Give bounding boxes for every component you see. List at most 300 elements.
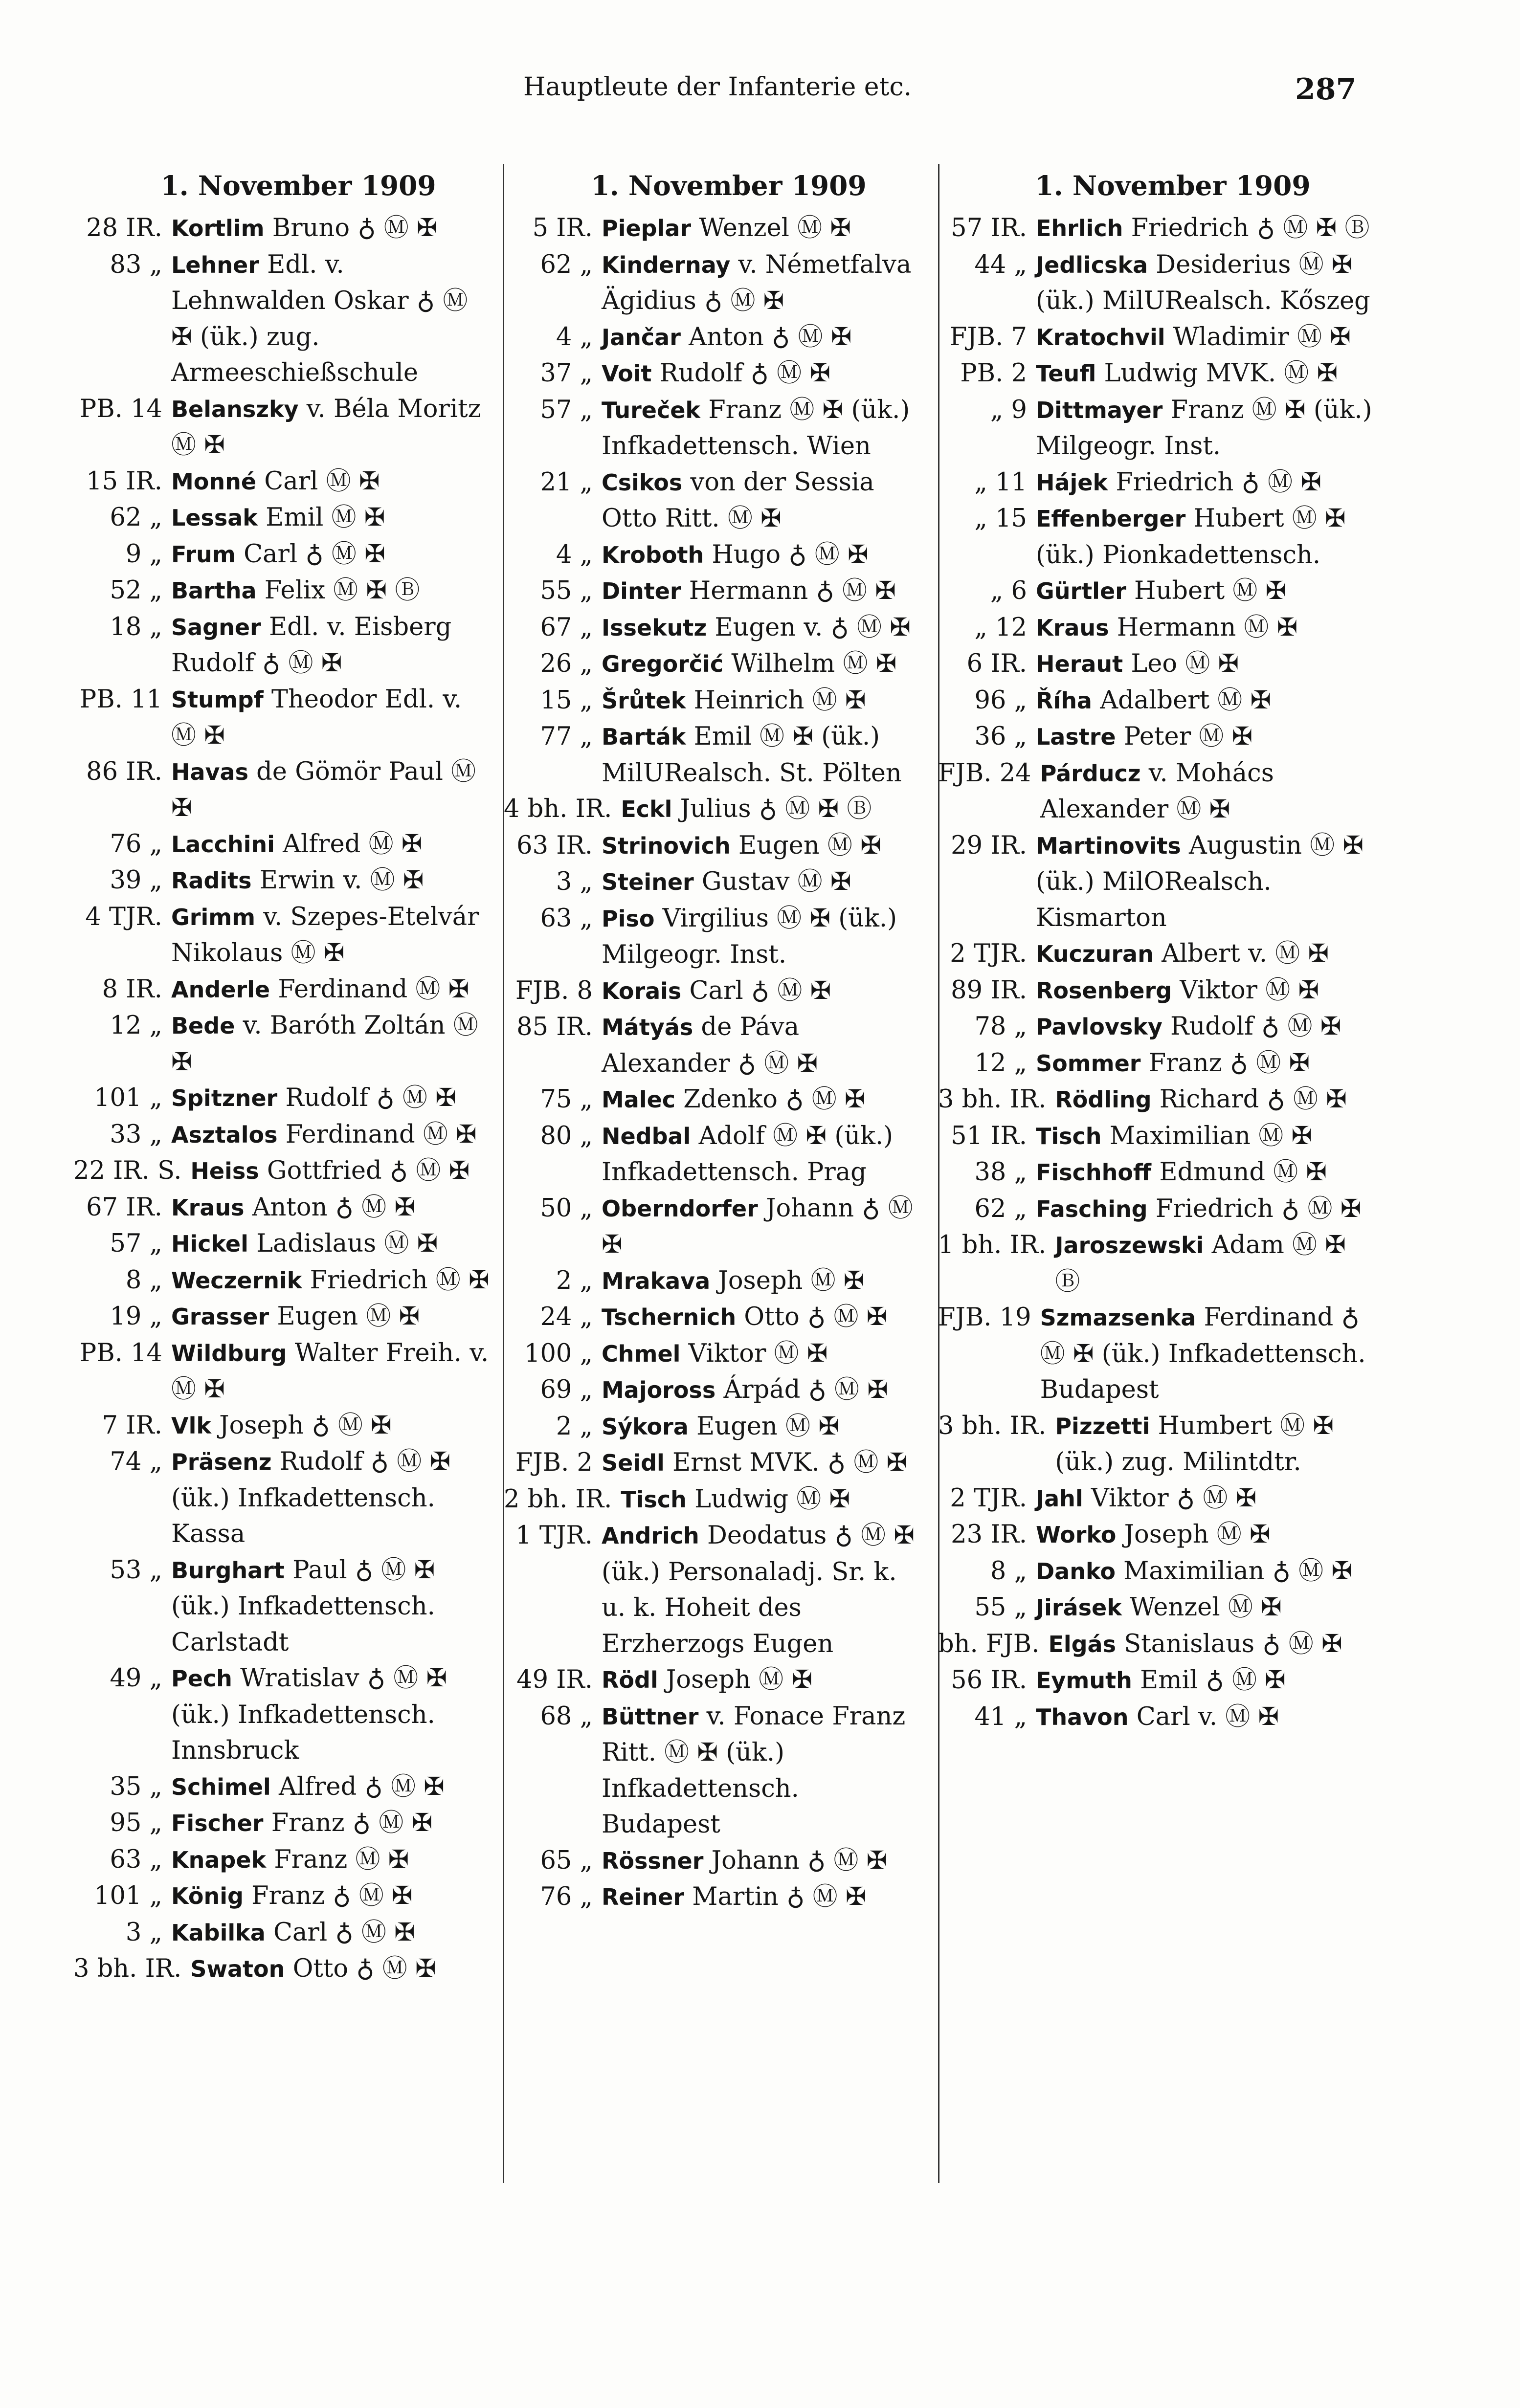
surname: Issekutz <box>602 614 707 641</box>
surname: Elgás <box>1048 1631 1116 1657</box>
roster-entry <box>73 536 494 573</box>
unit-number: 55 „ <box>974 1593 1027 1622</box>
surname: Eckl <box>621 796 672 822</box>
entry-text <box>602 1518 924 1662</box>
surname: Hickel <box>171 1231 248 1257</box>
surname: Csikos <box>602 469 683 496</box>
entry-details: Stanislaus ♁ Ⓜ ✠ <box>1116 1629 1342 1658</box>
entry-text <box>171 1299 494 1335</box>
roster-entry <box>938 210 1378 247</box>
running-title: Hauptleute der Infanterie etc. <box>523 72 912 102</box>
surname: Steiner <box>602 869 694 895</box>
entry-text <box>602 1082 924 1118</box>
entry-details: Ernst MVK. ♁ Ⓜ ✠ <box>664 1448 908 1477</box>
entry-details: de Gömör Paul Ⓜ ✠ <box>171 757 476 822</box>
entry-details: Ludwig MVK. Ⓜ ✠ <box>1096 359 1338 388</box>
unit-number: 8 IR. <box>102 974 162 1004</box>
unit-number: 2 TJR. <box>950 939 1027 968</box>
roster-entry <box>504 719 924 791</box>
roster-entry <box>938 247 1378 319</box>
unit-number: 56 IR. <box>951 1666 1027 1695</box>
surname: Martinovits <box>1036 832 1181 859</box>
roster-entry <box>938 828 1378 936</box>
entry-details: Ferdinand Ⓜ ✠ <box>270 974 469 1004</box>
entry-text <box>171 1080 494 1117</box>
roster-entry <box>938 972 1378 1009</box>
entry-details: Wenzel Ⓜ ✠ <box>1121 1593 1282 1622</box>
roster-entry <box>73 1842 494 1878</box>
surname: Stumpf <box>171 686 264 713</box>
unit-number: 3 bh. IR. <box>73 1954 182 1983</box>
entry-text <box>602 573 924 610</box>
unit-number: „ 6 <box>990 576 1027 605</box>
surname: Wildburg <box>171 1340 287 1367</box>
entry-details: Friedrich ♁ Ⓜ ✠ Ⓑ <box>1123 214 1370 243</box>
unit-number: 1 TJR. <box>515 1521 593 1550</box>
entry-text <box>171 862 494 899</box>
entry-text <box>171 1408 494 1444</box>
entry-details: Leo Ⓜ ✠ <box>1123 649 1239 678</box>
unit-number: 53 „ <box>110 1555 162 1585</box>
roster-entry <box>73 609 494 682</box>
entry-text <box>1036 355 1378 392</box>
entry-details: Albert v. Ⓜ ✠ <box>1153 939 1329 968</box>
entry-details: Adolf Ⓜ ✠ (ük.) Infkadettensch. Prag <box>602 1121 894 1187</box>
entry-text <box>1036 936 1378 972</box>
entry-text <box>171 972 494 1008</box>
roster-entry <box>504 210 924 247</box>
surname: Vlk <box>171 1412 211 1439</box>
entry-text <box>171 500 494 536</box>
unit-number: 8 „ <box>125 1265 162 1295</box>
surname: Grimm <box>171 904 256 930</box>
entry-details: Friedrich Ⓜ ✠ <box>302 1265 490 1295</box>
unit-number: 67 IR. <box>86 1193 162 1222</box>
surname: Effenberger <box>1036 506 1186 532</box>
surname: Teufl <box>1036 360 1096 387</box>
entry-details: Emil Ⓜ ✠ <box>257 503 385 532</box>
entry-details: Viktor ♁ Ⓜ ✠ <box>1083 1483 1257 1513</box>
entry-details: Julius ♁ Ⓜ ✠ Ⓑ <box>672 795 872 823</box>
unit-number: 38 „ <box>974 1158 1027 1187</box>
entry-details: Adam Ⓜ ✠ Ⓑ <box>1055 1231 1346 1296</box>
entry-details: Emil Ⓜ ✠ (ük.) MilURealsch. St. Pölten <box>602 722 902 788</box>
entry-details: Peter Ⓜ ✠ <box>1116 722 1253 751</box>
unit-number: 67 „ <box>540 613 593 642</box>
entry-details: Wladimir Ⓜ ✠ <box>1165 322 1351 352</box>
unit-number: FJB. 19 <box>938 1303 1031 1332</box>
unit-number: PB. 14 <box>79 394 162 423</box>
entry-text <box>602 646 924 683</box>
unit-number: 12 „ <box>974 1048 1027 1078</box>
entry-details: Martin ♁ Ⓜ ✠ <box>684 1882 867 1911</box>
entry-details: Hermann ♁ Ⓜ ✠ <box>681 576 896 605</box>
entry-details: Richard ♁ Ⓜ ✠ <box>1151 1085 1347 1114</box>
unit-number: 24 „ <box>540 1303 593 1331</box>
entry-text <box>171 247 494 391</box>
entry-text <box>1036 1699 1378 1736</box>
entry-text <box>602 1191 924 1263</box>
entry-details: Johann ♁ Ⓜ ✠ <box>602 1193 913 1259</box>
entry-text <box>1036 247 1378 319</box>
roster-entry <box>504 247 924 319</box>
entry-details: Otto ♁ Ⓜ ✠ <box>736 1303 888 1331</box>
unit-number: 68 „ <box>540 1701 593 1731</box>
roster-entry <box>504 610 924 646</box>
roster-entry <box>938 1553 1378 1590</box>
entry-details: Friedrich ♁ Ⓜ ✠ <box>1147 1194 1362 1223</box>
entry-text <box>171 210 494 247</box>
entry-details: Deodatus ♁ Ⓜ ✠ (ük.) Personaladj. Sr. k. u. k. Hoheit des Erzherzogs Eugen <box>602 1521 915 1658</box>
entry-text <box>171 1226 494 1262</box>
entry-details: Emil ♁ Ⓜ ✠ <box>1132 1666 1286 1695</box>
entry-text <box>602 319 924 356</box>
surname: Lacchini <box>171 831 275 858</box>
roster-entry <box>504 683 924 719</box>
entry-details: Árpád ♁ Ⓜ ✠ <box>715 1375 889 1404</box>
entry-details: Edmund Ⓜ ✠ <box>1151 1158 1327 1187</box>
unit-number: 15 IR. <box>86 466 162 496</box>
entry-text <box>171 826 494 863</box>
entry-details: Franz ♁ Ⓜ ✠ <box>1140 1048 1310 1078</box>
entry-text <box>1036 1553 1378 1590</box>
surname: Fasching <box>1036 1195 1148 1222</box>
entry-text <box>171 1552 494 1661</box>
unit-number: 21 „ <box>540 467 593 497</box>
entry-details: Rudolf ♁ Ⓜ ✠ <box>277 1083 456 1112</box>
unit-number: 35 „ <box>110 1772 162 1801</box>
entry-text <box>1036 1191 1378 1228</box>
entry-details: von der Sessia Otto Ritt. Ⓜ ✠ <box>602 467 874 533</box>
entry-details: v. Szepes-Etelvár Nikolaus Ⓜ ✠ <box>171 902 479 968</box>
entry-details: Theodor Edl. v. Ⓜ ✠ <box>171 685 462 750</box>
entry-details: Hugo ♁ Ⓜ ✠ <box>704 540 869 569</box>
entry-text <box>602 901 924 973</box>
roster-entry <box>73 1153 494 1190</box>
unit-number: „ 11 <box>974 467 1027 497</box>
surname: Pavlovsky <box>1036 1014 1162 1040</box>
entry-text <box>602 464 924 537</box>
roster-entry <box>938 1009 1378 1045</box>
roster-entry <box>73 500 494 536</box>
entry-details: Wratislav ♁ Ⓜ ✠ (ük.) Infkadettensch. Innsbruck <box>171 1664 447 1765</box>
surname: Voit <box>602 360 652 387</box>
unit-number: 3 „ <box>125 1918 162 1947</box>
entry-text <box>1036 1118 1378 1155</box>
entry-text <box>1036 610 1378 646</box>
roster-entry <box>73 826 494 863</box>
entry-details: Paul ♁ Ⓜ ✠ (ük.) Infkadettensch. Carlstadt <box>171 1555 435 1657</box>
unit-number: „ 9 <box>990 395 1027 424</box>
entry-text <box>1036 501 1378 573</box>
surname: Dittmayer <box>1036 397 1163 423</box>
unit-number: 2 TJR. <box>950 1483 1027 1513</box>
roster-entry <box>73 210 494 247</box>
entry-details: Friedrich ♁ Ⓜ ✠ <box>1108 467 1321 497</box>
entry-text <box>171 1008 494 1080</box>
entry-text <box>1036 646 1378 683</box>
entry-details: Humbert Ⓜ ✠ (ük.) zug. Milintdtr. <box>1055 1411 1334 1477</box>
roster-entry <box>504 537 924 574</box>
roster-entry <box>938 719 1378 755</box>
entry-text <box>1036 573 1378 610</box>
unit-number: 7 IR. <box>102 1411 162 1440</box>
column-date-heading: 1. November 1909 <box>591 170 867 201</box>
entry-details: de Páva Alexander ♁ Ⓜ ✠ <box>602 1013 818 1078</box>
roster-entry <box>938 501 1378 573</box>
entry-text <box>602 392 924 464</box>
column-date-heading: 1. November 1909 <box>160 170 436 201</box>
surname: Sommer <box>1036 1050 1141 1077</box>
unit-number: 29 IR. <box>951 831 1027 860</box>
unit-number: 50 „ <box>540 1193 593 1223</box>
surname: Andrich <box>602 1523 699 1549</box>
roster-entry <box>73 1552 494 1661</box>
unit-number: 2 „ <box>556 1266 593 1295</box>
roster-entry <box>73 1660 494 1769</box>
unit-number: 76 „ <box>110 829 162 859</box>
entry-text <box>602 1445 924 1481</box>
entry-details: Johann ♁ Ⓜ ✠ <box>703 1846 888 1875</box>
roster-entry <box>504 1191 924 1263</box>
surname: Kratochvil <box>1036 324 1165 351</box>
surname: Lastre <box>1036 724 1116 750</box>
entry-text <box>1048 1626 1378 1663</box>
roster-entry <box>504 464 924 537</box>
roster-entry <box>504 901 924 973</box>
surname: Oberndorfer <box>602 1195 758 1222</box>
unit-number: bh. FJB. <box>938 1629 1040 1658</box>
unit-number: 86 IR. <box>86 757 162 786</box>
surname: Kraus <box>1036 614 1109 641</box>
surname: Jaroszewski <box>1055 1232 1204 1259</box>
entry-text <box>171 1190 494 1226</box>
unit-number: 33 „ <box>110 1120 162 1149</box>
unit-number: 26 „ <box>540 649 593 678</box>
surname: Anderle <box>171 976 270 1003</box>
surname: Rödling <box>1055 1086 1152 1113</box>
roster-entry <box>73 1408 494 1444</box>
surname: Heraut <box>1036 651 1123 677</box>
entry-text <box>1036 1590 1378 1626</box>
surname: Radits <box>171 867 252 894</box>
roster-entry <box>73 1117 494 1153</box>
unit-number: 55 „ <box>540 576 593 605</box>
entry-details: Hubert Ⓜ ✠ (ük.) Pionkadettensch. <box>1036 504 1346 570</box>
roster-entry <box>73 1878 494 1915</box>
entry-details: Carl Ⓜ ✠ <box>256 466 380 496</box>
entry-details: Franz Ⓜ ✠ <box>266 1845 409 1874</box>
entry-text <box>1055 1082 1378 1118</box>
roster-entry <box>938 1082 1378 1118</box>
entry-text <box>171 573 494 609</box>
entry-details: Eugen Ⓜ ✠ <box>688 1412 839 1441</box>
roster-entry <box>938 683 1378 719</box>
entry-details: Ferdinand Ⓜ ✠ <box>277 1120 477 1149</box>
entry-details: v. Béla Moritz Ⓜ ✠ <box>171 394 481 460</box>
entry-text <box>602 864 924 901</box>
entry-details: Anton ♁ Ⓜ ✠ <box>244 1193 416 1222</box>
entry-text <box>602 973 924 1010</box>
unit-number: 5 IR. <box>532 214 593 243</box>
surname: Piso <box>602 905 655 932</box>
surname: Párducz <box>1040 760 1141 787</box>
surname: Szmazsenka <box>1040 1304 1196 1331</box>
entry-text <box>602 1118 924 1191</box>
entry-details: Edl. v. Lehnwalden Oskar ♁ Ⓜ ✠ (ük.) zug. Armeeschießschule <box>171 250 468 387</box>
entry-text <box>602 1009 924 1082</box>
entry-details: Eugen v. ♁ Ⓜ ✠ <box>707 613 911 642</box>
surname: Kabilka <box>171 1919 266 1946</box>
surname: Ehrlich <box>1036 215 1123 242</box>
entry-details: Desiderius Ⓜ ✠ (ük.) MilURealsch. Kőszeg <box>1036 250 1370 315</box>
entry-text <box>1036 1662 1378 1699</box>
entry-details: Anton ♁ Ⓜ ✠ <box>680 322 852 352</box>
entry-details: Gottfried ♁ Ⓜ ✠ <box>259 1156 470 1185</box>
unit-number: 63 „ <box>540 904 593 933</box>
entry-text <box>602 1263 924 1300</box>
roster-entry <box>504 1009 924 1082</box>
surname: Knapek <box>171 1846 267 1873</box>
entry-text <box>1055 1408 1378 1480</box>
entry-text <box>1036 392 1378 464</box>
surname: Eymuth <box>1036 1667 1132 1694</box>
unit-number: FJB. 2 <box>515 1448 593 1477</box>
roster-entry <box>73 1299 494 1335</box>
surname: Heiss <box>190 1158 259 1184</box>
entry-text <box>602 828 924 864</box>
unit-number: 44 „ <box>974 250 1027 279</box>
surname: Rössner <box>602 1847 704 1874</box>
entry-details: Walter Freih. v. Ⓜ ✠ <box>171 1338 489 1404</box>
surname: Bede <box>171 1013 235 1039</box>
unit-number: PB. 2 <box>960 359 1027 388</box>
unit-number: 28 IR. <box>86 214 162 243</box>
unit-number: 96 „ <box>974 685 1027 715</box>
entry-text <box>171 1335 494 1408</box>
unit-number: 23 IR. <box>951 1520 1027 1549</box>
surname: Gregorčić <box>602 651 724 677</box>
unit-number: PB. 11 <box>79 685 162 714</box>
entry-text <box>171 391 494 464</box>
surname: Jedlicska <box>1036 251 1148 278</box>
unit-number: FJB. 7 <box>949 322 1027 352</box>
roster-entry <box>73 1805 494 1842</box>
roster-entry <box>504 1481 924 1518</box>
roster-entry <box>73 391 494 464</box>
unit-number: 3 bh. IR. <box>938 1085 1047 1114</box>
entry-text <box>602 210 924 247</box>
roster-entry <box>504 828 924 864</box>
surname: Gürtler <box>1036 578 1126 604</box>
entry-details: Zdenko ♁ Ⓜ ✠ <box>675 1085 866 1114</box>
entry-details: v. Mohács Alexander Ⓜ ✠ <box>1040 758 1274 824</box>
unit-number: 36 „ <box>974 722 1027 751</box>
surname: König <box>171 1883 244 1909</box>
unit-number: 83 „ <box>110 250 162 279</box>
entry-text <box>602 1372 924 1409</box>
entry-text <box>171 609 494 682</box>
surname: Nedbal <box>602 1123 691 1149</box>
entry-details: Eugen Ⓜ ✠ <box>269 1302 420 1331</box>
surname: Reiner <box>602 1884 685 1910</box>
surname: Korais <box>602 977 682 1004</box>
roster-entry <box>938 610 1378 646</box>
roster-entry <box>73 972 494 1008</box>
entry-text <box>171 1444 494 1552</box>
unit-number: 95 „ <box>110 1809 162 1837</box>
roster-entry <box>938 1154 1378 1191</box>
surname: Lehner <box>171 251 259 278</box>
surname: Kraus <box>171 1194 245 1221</box>
entry-details: Bruno ♁ Ⓜ ✠ <box>264 214 438 243</box>
entry-details: v. Fonace Franz Ritt. Ⓜ ✠ (ük.) Infkadettensch. Budapest <box>602 1701 906 1839</box>
unit-number: 75 „ <box>540 1085 593 1114</box>
entry-details: Carl ♁ Ⓜ ✠ <box>681 976 831 1005</box>
roster-entry <box>938 1699 1378 1736</box>
surname: Bartha <box>171 577 257 604</box>
unit-number: 37 „ <box>540 359 593 388</box>
unit-number: 63 IR. <box>516 831 593 860</box>
surname: Majoross <box>602 1377 716 1403</box>
surname: Präsenz <box>171 1449 272 1475</box>
roster-entry <box>504 392 924 464</box>
unit-number: 4 „ <box>556 540 593 569</box>
surname: Worko <box>1036 1522 1117 1548</box>
roster-entry <box>938 1408 1378 1480</box>
roster-entry <box>504 973 924 1010</box>
roster-entry <box>73 464 494 500</box>
surname: Schimel <box>171 1773 271 1800</box>
roster-entry <box>73 1008 494 1080</box>
entry-text <box>602 683 924 719</box>
entry-details: Maximilian ♁ Ⓜ ✠ <box>1115 1556 1353 1586</box>
surname: Sagner <box>171 614 261 641</box>
entry-text <box>171 1769 494 1806</box>
entry-details: Felix Ⓜ ✠ Ⓑ <box>256 576 420 605</box>
entry-text <box>602 1699 924 1843</box>
unit-number: 3 bh. IR. <box>938 1411 1047 1440</box>
roster-entry <box>504 1445 924 1481</box>
unit-number: „ 15 <box>974 504 1027 533</box>
entry-text <box>602 355 924 392</box>
entry-text <box>1036 972 1378 1009</box>
unit-number: 4 bh. IR. <box>504 795 612 823</box>
roster-entry <box>504 573 924 610</box>
page-number: 287 <box>1295 72 1357 107</box>
entry-details: Heinrich Ⓜ ✠ <box>686 685 866 715</box>
surname: Burghart <box>171 1557 285 1584</box>
entry-details: Viktor Ⓜ ✠ <box>680 1339 828 1368</box>
entry-text <box>171 1878 494 1915</box>
surname: Seidl <box>602 1450 665 1476</box>
entry-text <box>1036 1480 1378 1517</box>
column-date-heading: 1. November 1909 <box>1035 170 1311 201</box>
entry-details: Hermann Ⓜ ✠ <box>1109 613 1298 642</box>
unit-number: 89 IR. <box>951 975 1027 1005</box>
entry-text <box>1036 1045 1378 1082</box>
surname: Pech <box>171 1665 232 1692</box>
unit-number: FJB. 8 <box>515 976 593 1005</box>
roster-entry <box>73 754 494 826</box>
roster-entry <box>938 1480 1378 1517</box>
entry-text <box>190 1153 494 1190</box>
unit-number: 12 „ <box>110 1011 162 1040</box>
entry-details: Eugen Ⓜ ✠ <box>730 831 881 860</box>
surname: Kortlim <box>171 215 265 242</box>
roster-entry <box>504 1082 924 1118</box>
entry-details: Maximilian Ⓜ ✠ <box>1101 1121 1313 1150</box>
